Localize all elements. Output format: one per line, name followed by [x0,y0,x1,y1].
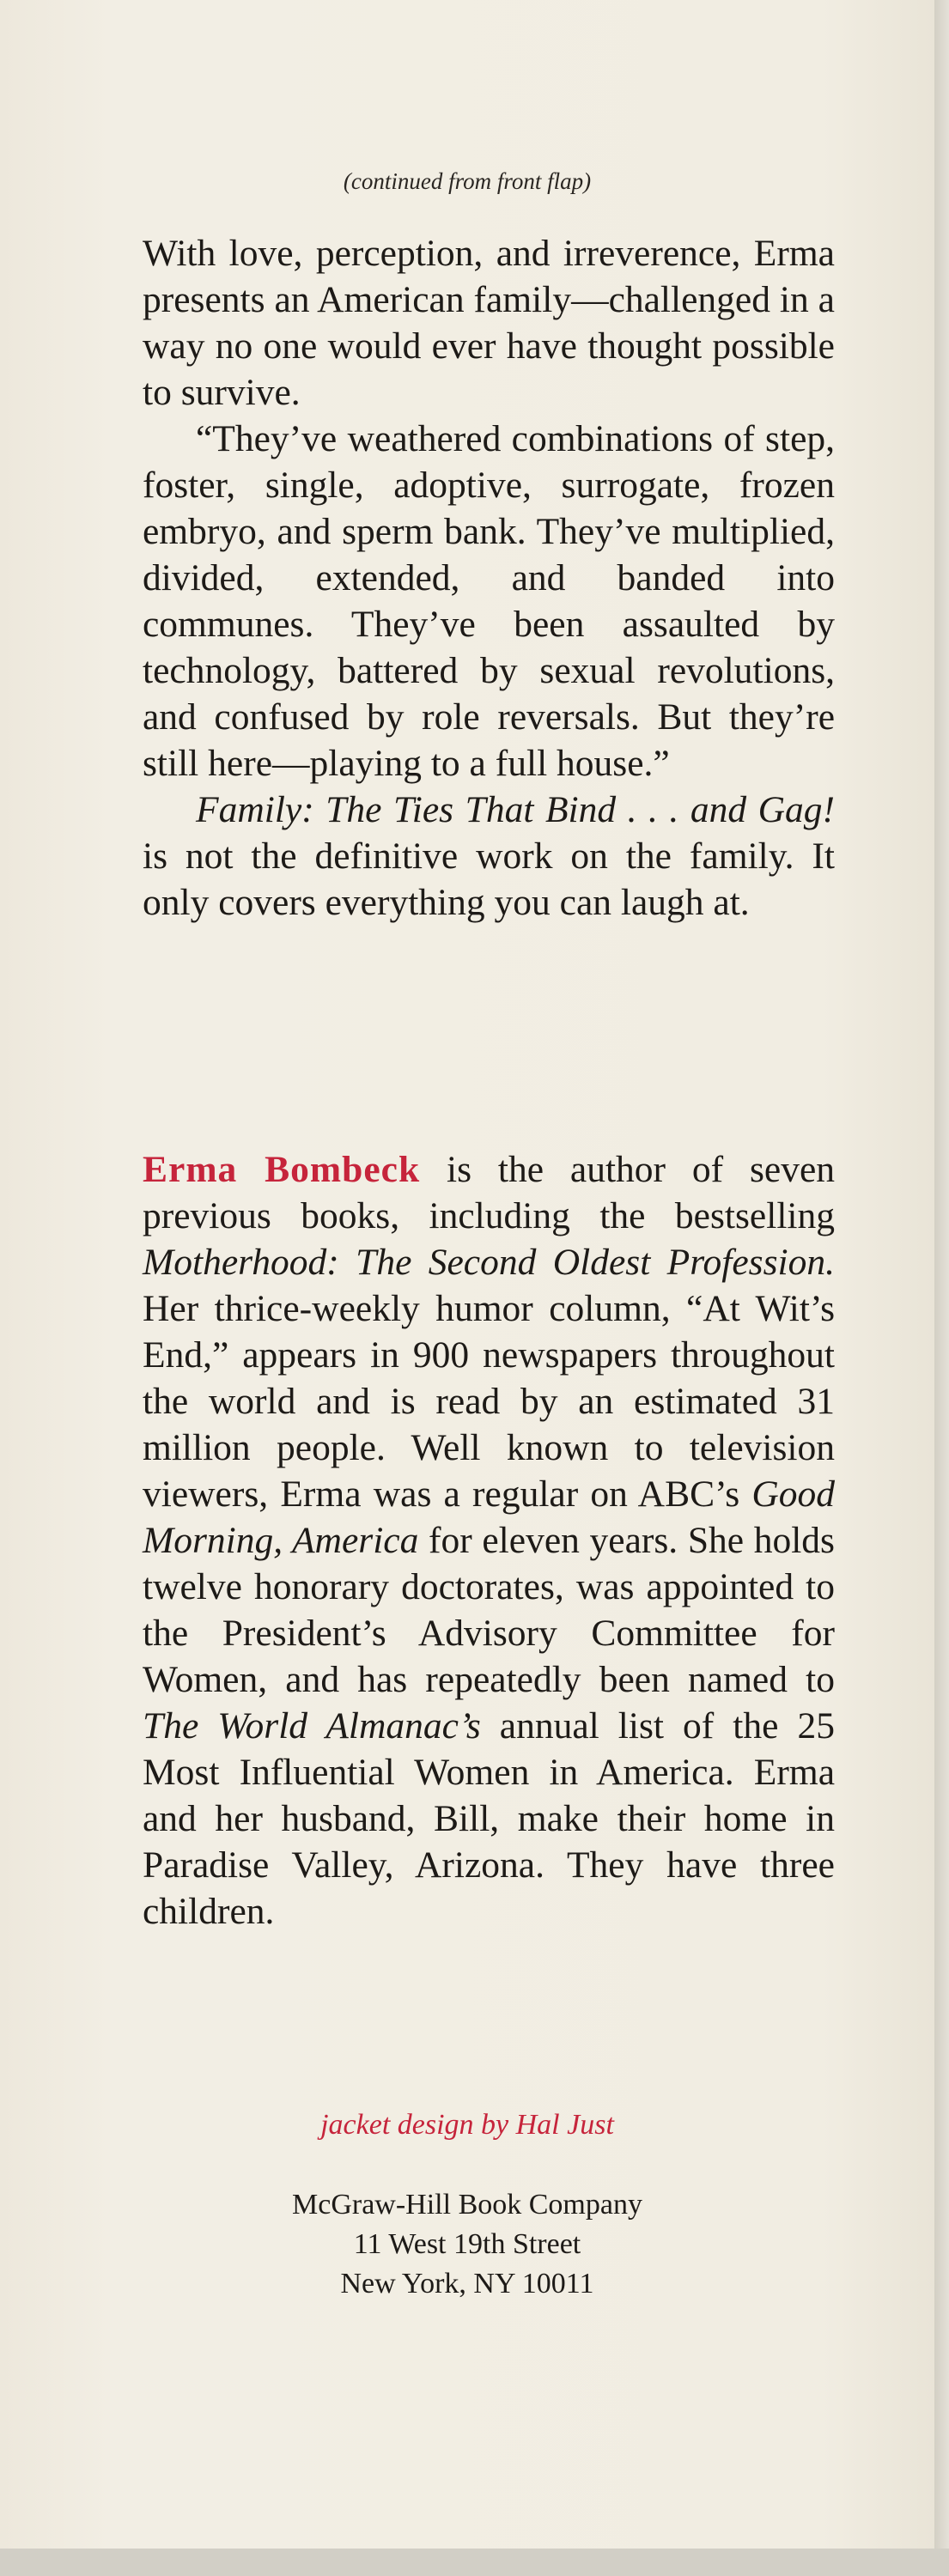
description-paragraph-2: “They’ve weathered combinations of step, foster, single, adoptive, surrogate, frozen embryo, and sperm bank. They’ve multiplied, divided, extended, and banded into communes. They’ve been assaulted by technology, battered by sexual revolutions, and confused by role reversals. But they’re still here—playing to a full house.” [143,418,835,784]
flap-bottom-edge [0,2549,949,2576]
tv-show-title: Good Morning, America [143,1473,835,1561]
author-bio-text-3: for eleven years. She holds twelve honorary doctorates, was appointed to the President’s Advisory Committee for Women, and has repeatedly been named to [143,1520,835,1700]
publisher-street: 11 West 19th Street [353,2228,581,2260]
almanac-title: The World Almanac’s [143,1705,481,1747]
publisher-city: New York, NY 10011 [340,2268,594,2300]
author-bio-text-2: Her thrice-weekly humor column, “At Wit’s End,” appears in 900 newspapers throughout the world and is read by an estimated 31 million people. Well known to television viewers, Erma was a regular on ABC’s [143,1288,835,1515]
description-paragraph-3 [143,787,835,926]
publisher-address [0,2185,934,2304]
description-paragraph-3-text: is not the definitive work on the family. It only covers everything you can laugh at. [143,835,835,923]
author-bio-paragraph [143,1146,835,1935]
description-block [143,230,835,926]
author-bio-text-4: annual list of the 25 Most Influential Women in America. Erma and her husband, Bill, make their home in Paradise Valley, Arizona. They have three children. [143,1705,835,1932]
publisher-name: McGraw-Hill Book Company [292,2189,642,2221]
continued-note: (continued from front flap) [343,168,592,194]
author-name: Erma Bombeck [143,1149,421,1190]
previous-book-title: Motherhood: The Second Oldest Profession. [143,1242,835,1283]
author-bio-text-1: is the author of seven previous books, including the bestselling [143,1149,835,1236]
flap-edge-shadow [934,0,949,2576]
book-title: Family: The Ties That Bind . . . and Gag! [196,789,835,830]
author-bio-block [143,1146,835,1935]
description-paragraph-1: With love, perception, and irreverence, Erma presents an American family—challenged in a way no one would ever have thought possible to survive. [143,233,835,413]
jacket-design-credit: jacket design by Hal Just [320,2109,614,2141]
